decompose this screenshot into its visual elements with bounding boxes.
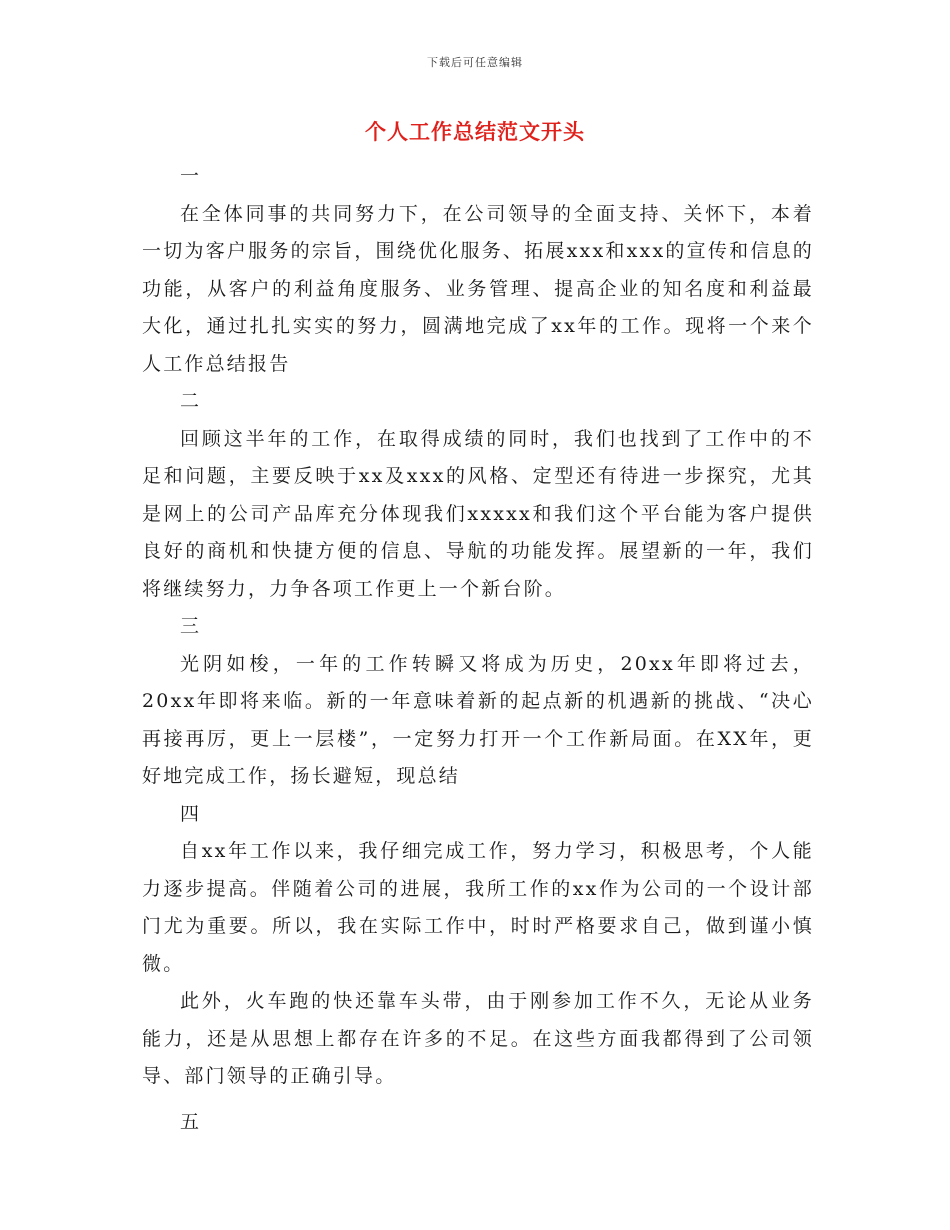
- section-heading-4: 四: [180, 802, 200, 825]
- header-note: 下载后可任意编辑: [427, 56, 523, 69]
- section-heading-1: 一: [180, 165, 200, 187]
- document-title: 个人工作总结范文开头: [365, 119, 585, 144]
- paragraph-1: 在全体同事的共同努力下，在公司领导的全面支持、关怀下，本着一切为客户服务的宗旨，围绕优化服务、拓展xxx和xxx的宣传和信息的功能，从客户的利益角度服务、业务管理、提高企业的知名度和利益最大化，通过扎扎实实的努力，圆满地完成了xx年的工作。现将一个来个人工作总结报告: [142, 202, 814, 375]
- paragraph-2: 回顾这半年的工作，在取得成绩的同时，我们也找到了工作中的不足和问题，主要反映于xx及xxx的风格、定型还有待进一步探究，尤其是网上的公司产品库充分体现我们xxxxx和我们这个平台能为客户提供良好的商机和快捷方便的信息、导航的功能发挥。展望新的一年，我们将继续努力，力争各项工作更上一个新台阶。: [142, 427, 814, 600]
- document-body: [142, 158, 814, 1141]
- paragraph-3: 光阴如梭，一年的工作转瞬又将成为历史，20xx年即将过去，20xx年即将来临。新的一年意味着新的起点新的机遇新的挑战、“决心再接再厉，更上一层楼”，一定努力打开一个工作新局面。在XX年，更好地完成工作，扬长避短，现总结: [142, 652, 814, 787]
- section-heading-2: 二: [180, 390, 200, 412]
- section-heading-5: 五: [180, 1110, 200, 1133]
- paragraph-4: 自xx年工作以来，我仔细完成工作，努力学习，积极思考，个人能力逐步提高。伴随着公司的进展，我所工作的xx作为公司的一个设计部门尤为重要。所以，我在实际工作中，时时严格要求自己，做到谨小慎微。: [142, 840, 814, 975]
- paragraph-5: 此外，火车跑的快还靠车头带，由于刚参加工作不久，无论从业务能力，还是从思想上都存在许多的不足。在这些方面我都得到了公司领导、部门领导的正确引导。: [142, 990, 814, 1087]
- section-heading-3: 三: [180, 615, 200, 637]
